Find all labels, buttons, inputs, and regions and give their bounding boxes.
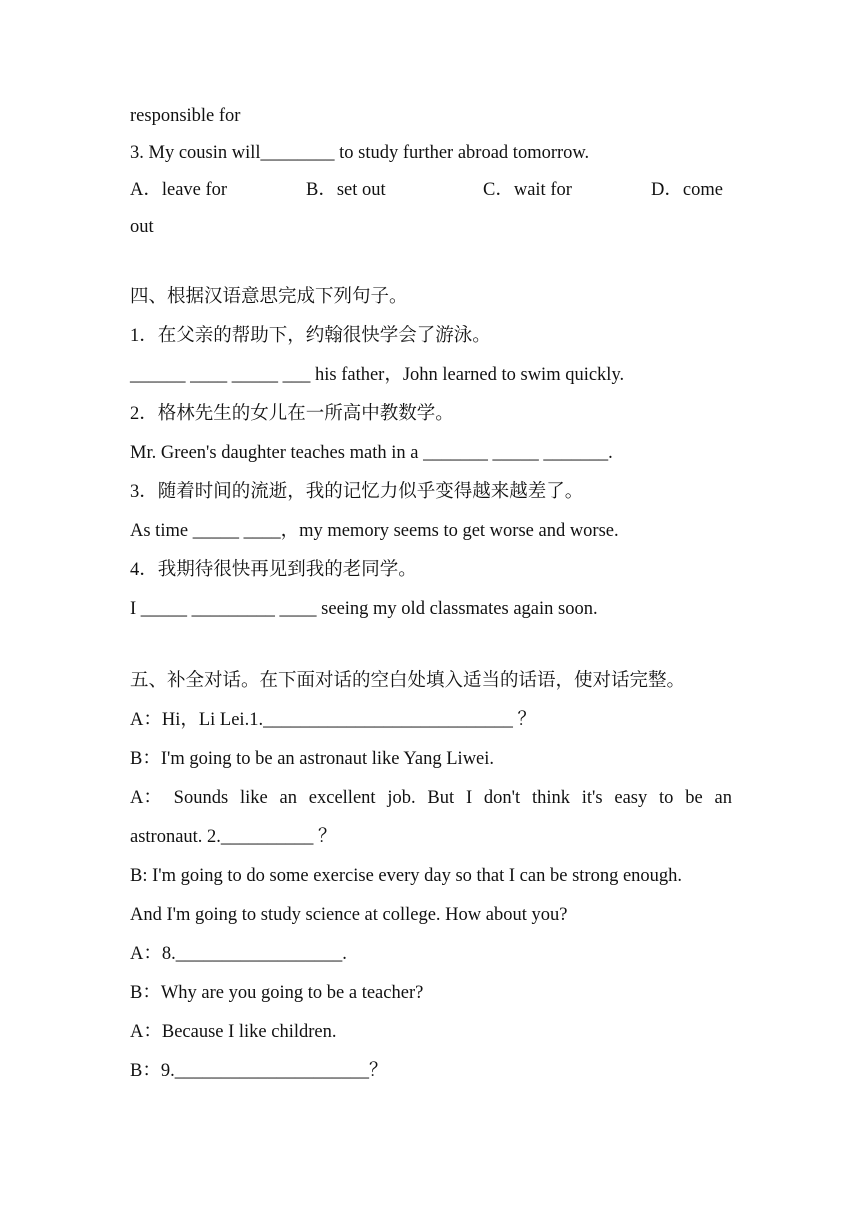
section-4-heading: 四、根据汉语意思完成下列句子。 [130,287,408,307]
word: excellent [308,788,376,808]
word: I [465,788,473,808]
section-5-heading: 五、补全对话。在下面对话的空白处填入适当的话语，使对话完整。 [130,671,686,691]
word: think [531,788,570,808]
section-4-item-3-chinese: 3．随着时间的流逝，我的记忆力似乎变得越来越差了。 [130,482,584,502]
dialogue-line-1: A：Hi，Li Lei.1.___________________________ ？ [130,710,536,730]
word: it's [581,788,603,808]
word: job. [387,788,416,808]
word: to [659,788,674,808]
section-4-item-2-english: Mr. Green's daughter teaches math in a _______ _____ _______. [130,443,613,463]
section-4-item-4-english: I _____ _________ ____ seeing my old classmates again soon. [130,599,598,619]
option-d-continuation: out [130,217,154,237]
section-4-item-1-english: ______ ____ _____ ___ his father，John learned to swim quickly. [130,365,625,385]
word: easy [614,788,648,808]
dialogue-line-7: A：8.__________________. [130,944,347,964]
word: But [427,788,455,808]
option-c: C．wait for [483,180,572,200]
option-b: B．set out [306,180,386,200]
dialogue-line-3 [130,786,732,825]
document-page [130,104,732,1098]
dialogue-line-2: B：I'm going to be an astronaut like Yang Liwei. [130,749,495,769]
dialogue-line-9: A：Because I like children. [130,1022,337,1042]
dialogue-line-10: B：9._____________________？ [130,1061,388,1081]
question-3-stem: 3. My cousin will________ to study further abroad tomorrow. [130,143,590,163]
question-3-options [130,178,732,215]
word: A： [130,788,162,808]
word: an [714,788,732,808]
prev-question-tail: responsible for [130,106,241,126]
dialogue-line-5: B: I'm going to do some exercise every day so that I can be strong enough. [130,866,683,886]
section-4-item-2-chinese: 2．格林先生的女儿在一所高中教数学。 [130,404,454,424]
dialogue-line-6: And I'm going to study science at college. How about you? [130,905,568,925]
word: be [685,788,703,808]
word: an [279,788,297,808]
word: don't [483,788,521,808]
section-4-item-1-chinese: 1．在父亲的帮助下，约翰很快学会了游泳。 [130,326,491,346]
dialogue-line-8: B：Why are you going to be a teacher? [130,983,424,1003]
option-d: D．come [651,180,723,200]
dialogue-line-4: astronaut. 2.__________ ？ [130,827,337,847]
word: like [239,788,268,808]
option-a: A．leave for [130,180,228,200]
section-4-item-3-english: As time _____ ____，my memory seems to get worse and worse. [130,521,619,541]
section-4-item-4-chinese: 4．我期待很快再见到我的老同学。 [130,560,417,580]
word: Sounds [173,788,229,808]
